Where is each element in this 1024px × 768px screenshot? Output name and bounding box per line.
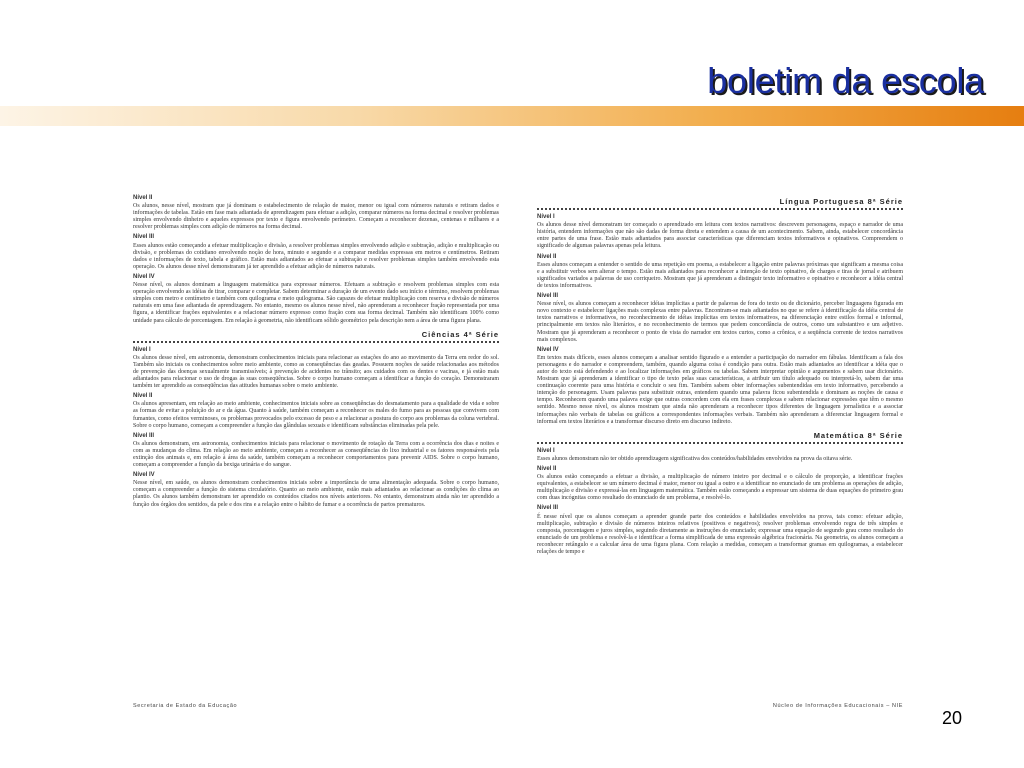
level-text: Nesse nível, os alunos dominam a linguagem matemática para expressar números. Efetuam a subtração e resolvem problemas simples com esta operação envolvendo as idéias de tirar, comparar e completar. Sabem determinar a duração de um evento dado seu início e término, resolvem problemas simples com metro e centímetro e também com quilograma e meio quilograma. São capazes de efetuar multiplicação com reserva e divisão de números naturais em uma fase adiantada de aprendizagem. No entanto, mesmo os alunos nesse nível, não aprenderam a reconhecer fração representada por uma figura, a identificar frações equivalentes e a relacionar número expresso como fração com sua forma decimal. Também não identificam 100% como unidade para cálculo de porcentagem. Em relação à geometria, não identificam sólido geométrico pela descrição nem a área de uma figura plana.	[133, 282, 499, 324]
level-text: Nesse nível, os alunos começam a reconhecer idéias implícitas a partir de palavras de fora do texto ou de dicionário, perceber linguagens figurada em novo contexto e estabelecer ligações mais complexas entre palavras. Encontram-se mais adiantados no que se refere à identificação da idéia central de textos narrativos e informativos, no reconhecimento de idéias implícitas em textos informativos, na diferenciação entre estilos formal e informal, principalmente em textos não literários, e no reconhecimento de termos que pedem concordância de outros, como um substantivo e um adjetivo. Mostram que já aprenderam a reconhecer o ponto de vista do narrador em textos curtos, como a crônica, e a seqüência corrente de textos narrativos mais complexos.	[537, 301, 903, 343]
section-heading-label: Ciências 4ª Série	[421, 329, 499, 339]
right-document-page	[537, 192, 903, 710]
level-text: Os alunos desse nível, em astronomia, demonstram conhecimentos iniciais para relacionar as estações do ano ao movimento da Terra em redor do sol. Também são iniciais os conhecimentos sobre meio ambiente, como as conseqüências das geadas. Possuem noções de saúde relacionadas aos métodos de prevenção das doenças sexualmente transmissíveis; à prevenção de acidentes no trânsito; aos cuidados com os dentes e vacinas, e já estão mais adiantados para relacionar o uso de drogas às suas conseqüências. Sobre o corpo humano começam a identificar a função do coração. Demonstraram também ter aprendido as conseqüências das atitudes humanas sobre o meio ambiente.	[133, 354, 499, 390]
level-text: Nesse nível, em saúde, os alunos demonstram conhecimentos iniciais sobre a importância de uma alimentação adequada. Sobre o corpo humano, começam a compreender a função do sistema circulatório. Quanto ao meio ambiente, estão mais adiantados ao relacionar as condições do clima ao plantio. Os alunos também demonstram ter aprendido os conteúdos citados nos níveis anteriores. No entanto, demonstram ainda não ter aprendido a função dos órgãos dos sentidos, da pele e dos rins e a relação entre o hábito de fumar e a ocorrência de partos prematuros.	[133, 480, 499, 508]
level-heading: Nível III	[133, 432, 155, 439]
page-number: 20	[941, 708, 962, 728]
level-text: Esses alunos começam a entender o sentido de uma repetição em poema, a estabelecer a ligação entre palavras próximas que significam a mesma coisa e a substituir verbos sem alterar o tempo. Estão mais adiantados para reconhecer a intenção de texto opinativo, de charges e tiras de jornal e atribuem significados variados a palavras de uso corriqueiro. Mostram que já aprenderam a distinguir texto informativo e opinativo e reconhecer a idéia central de textos informativos.	[537, 261, 903, 289]
level-text: Os alunos apresentam, em relação ao meio ambiente, conhecimentos iniciais sobre as conseqüências do desmatamento para a qualidade de vida e sobre as formas de evitar a poluição do ar e da água. Quanto à saúde, também começam a reconhecer os males do fumo para as pessoas que convivem com fumantes, como efeitos verminoses, os problemas provocados pelo excesso de peso e a relacionar a postura do corpo aos problemas da coluna vertebral. Sobre o corpo humano, começam a compreender a função das glândulas sexuais e identificam substâncias eliminadas pela pele.	[133, 401, 499, 429]
level-heading: Nível I	[537, 447, 555, 454]
level-heading: Nível IV	[537, 346, 559, 353]
level-heading: Nível II	[133, 195, 153, 201]
level-text: Em textos mais difíceis, esses alunos começam a analisar sentido figurado e a entender a participação do narrador em fábulas. Identificam a fala dos personagens e do narrador e compreendem, também, quando alguma coisa é condição para outra. Estão mais adiantados ao identificar a idéia que o autor do texto está defendendo e ao localizar informações em gráficos ou tabelas. Sabem interpretar opinião e argumentos e sabem usar dicionário. Mostram que já aprenderam a identificar o tipo de texto pelas suas características, a atribuir um título adequado ou interpretá-lo, sabem dar uma continuação coerente para uma história e concluir o seu fim. Também sabem obter informações subentendidas em texto informativo, percebendo a intenção do personagem. Usam palavras para substituir outras, entendem quando uma palavra ficou subentendida e dominam as noções de causa e tempo. Reconhecem quando uma palavra exige que outras concordem com ela em frases complexas e sabem relacionar expressões que têm o mesmo sentido. Mesmo nesse nível, os alunos mostram que ainda não aprenderam a reconhecer tipos diferentes de linguagem jornalística e a associar informações não verbais de tabelas ou gráficos a correspondentes informações verbais. Também não aprenderam a diferenciar linguagem formal e informal em textos literários e a transformar discurso direto em discurso indireto.	[537, 354, 903, 425]
level-heading: Nível III	[537, 293, 559, 300]
level-text: É nesse nível que os alunos começam a aprender grande parte dos conteúdos e habilidades envolvidos na prova, tais como: efetuar adição, multiplicação, subtração e divisão de números inteiros relativos (positivos e negativos); resolver problemas envolvendo regra de três simples e composta, porcentagem e juros simples, seguindo diretamente as instruções do enunciado; expressar uma equação de segundo grau como resultado do enunciado de um problema e resolvê-la e identificar a forma simplificada de uma expressão algébrica fracionária. Na geometria, os alunos começam a reconhecer retângulo e a calcular área de uma figura plana. Com relação a medidas, começam a transformar gramas em quilogramas, a estabelecer relações de tempo e	[537, 513, 903, 556]
section-heading-label: Língua Portuguesa 8ª Série	[779, 197, 903, 206]
level-heading: Nível II	[537, 253, 557, 260]
level-heading: Nível IV	[133, 472, 155, 479]
section-heading-matematica	[537, 432, 903, 444]
level-text: Os alunos estão começando a efetuar a divisão, a multiplicação de número inteiro por decimal e o cálculo de proporção, a identificar frações equivalentes, a estabelecer se um número decimal é maior, menor ou igual a outro e a identificar no enunciado de um problema as operações de adição, multiplicação e divisão e expressá-las em linguagem matemática. Também estão começando a expressar um sistema de duas equações do primeiro grau com duas incógnitas como resultado do enunciado de um problema, e resolvê-lo.	[537, 474, 903, 502]
section-heading-ciencias	[133, 331, 499, 343]
level-text: Os alunos, nesse nível, mostram que já dominam o estabelecimento de relação de maior, menor ou igual com números naturais e retiram dados e informações de tabelas. Estão em fase mais adiantada de aprendizagem para efetuar a adição, comparar números na forma decimal e resolver problemas simples envolvendo dinheiro e aqueles expressos por texto e figura envolvendo perímetro. Começam a reconhecer dezenas, centenas e milhares e a resolver problemas simples com adição de números na forma decimal.	[133, 203, 499, 231]
level-text: Esses alunos estão começando a efetuar multiplicação e divisão, a resolver problemas simples envolvendo adição e subtração, adição e multiplicação ou divisão, e problemas do cotidiano envolvendo noção de hora, minuto e segundo e a comparar medidas expressas em metros e centímetros. Retiram dados e informações de texto, tabela e gráfico. Estão mais adiantados ao efetuar a subtração e resolver problemas simples também envolvendo esta operação. Os alunos desse nível demonstraram já ter aprendido a efetuar adição de números naturais.	[133, 242, 499, 270]
level-text: Os alunos demonstram, em astronomia, conhecimentos iniciais para relacionar o movimento de rotação da Terra com a ocorrência dos dias e noites e com as mudanças do clima. Em relação ao meio ambiente, começam a reconhecer as conseqüências do lixo industrial e os fatores responsáveis pela extinção dos animais e, em relação à área da saúde, também começam a reconhecer comportamentos para prevenir AIDS. Sobre o corpo humano, começam a compreender a função da bexiga urinária e do sangue.	[133, 440, 499, 469]
level-heading: Nível III	[133, 234, 155, 241]
left-page-body	[133, 192, 499, 696]
level-heading: Nível II	[537, 466, 557, 472]
left-document-page	[133, 192, 499, 710]
slide-title: boletim da escola	[707, 60, 984, 101]
level-text: Esses alunos demonstram não ter obtido aprendizagem significativa dos conteúdos/habilidades envolvidos na prova da oitava série.	[537, 455, 853, 462]
orange-gradient-band	[0, 106, 1024, 126]
section-heading-label: Matemática 8ª Série	[813, 430, 903, 440]
level-text: Os alunos desse nível demonstram ter começado o aprendizado em leitura com textos narrativos: descrevem personagens, espaço e narrador de uma história, entendem informações que não são dadas de forma direta e entendem a causa de um acontecimento. Sabem, ainda, estabelecer concordância entre partes de uma frase. Estão mais adiantados para associar características que diferenciam textos informativos e opinativos. Compreendem o significado de algumas palavras apenas pela leitura.	[537, 222, 903, 250]
level-heading: Nível I	[133, 346, 151, 353]
level-heading: Nível I	[537, 214, 555, 221]
level-heading: Nível II	[133, 393, 153, 400]
right-page-footer: Núcleo de Informações Educacionais – NIE	[772, 702, 903, 709]
level-heading: Nível III	[537, 505, 559, 512]
right-page-body	[537, 192, 903, 696]
level-heading: Nível IV	[133, 273, 155, 280]
section-heading-portugues	[537, 198, 903, 210]
left-page-footer: Secretaria de Estado da Educação	[133, 702, 238, 709]
